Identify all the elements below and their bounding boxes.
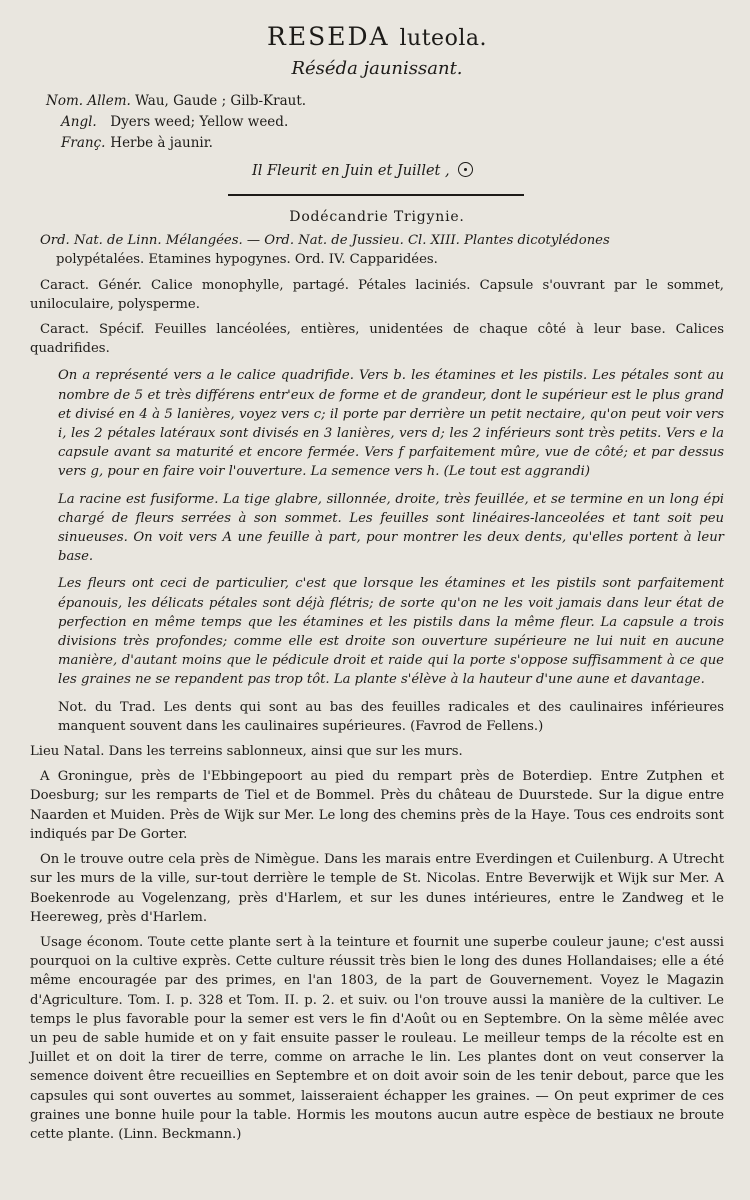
natural-order-line-2: polypétalées. Etamines hypogynes. Ord. IV. Capparidées. <box>56 252 438 268</box>
flowering-season <box>252 160 724 182</box>
vernacular-german <box>46 91 724 112</box>
vernacular-label: Franç. <box>61 135 106 151</box>
locality-paragraph: On le trouve outre cela près de Nimègue. Dans les marais entre Everdingen et Cuilenburg. A Utrecht sur les murs de la ville, sur-tout derrière le temple de St. Nicolas. Entre Beverwijk et Wijk sur Mer. A Boekenrode au Vogelenzang, près d'Harlem, et sur les dunes intérieures, entre le Zandweg et le Heereweg, près d'Harlem. <box>30 852 724 925</box>
plate-description <box>30 366 724 736</box>
vernacular-english <box>46 112 724 133</box>
economic-use: Usage économ. Toute cette plante sert à la teinture et fournit une superbe couleur jaune; c'est aussi pourquoi on la cultive exprès. Cette culture réussit très bien le long des dunes Hollandaises; elle a été même encouragée par des primes, en l'an 1803, de la part de Gouvernement. Voyez le Magazin d'Agriculture. Tom. I. p. 328 et Tom. II. p. 2. et suiv. ou l'on trouve aussi la manière de la cultiver. Le temps le plus favorable pour la semer est vers le fin d'Août ou en Septembre. On la sème mêlée avec un peu de sable humide et on y fait ensuite passer le rouleau. Le meilleur temps de la récolte est en Juillet et on doit la tirer de terre, comme on arrache le lin. Les plantes dont on veut conserver la semence doivent être recueillies en Septembre et on doit avoir soin de les tenir debout, parce que les capsules qui sont ouvertes au sommet, laisseraient échapper les graines. — On peut exprimer de ces graines une bonne huile pour la table. Hormis les moutons aucun autre espèce de bestiaux ne broute cette plante. (Linn. Beckmann.) <box>30 934 724 1142</box>
plate-note: La racine est fusiforme. La tige glabre, sillonnée, droite, très feuillée, et se termine en un long épi chargé de fleurs serrées à son sommet. Les feuilles sont linéaires-lanceolées et tant soit peu sinueuses. On voit vers A une feuille à part, pour montrer les deux dents, qu'elles portent à leur base. <box>58 491 724 565</box>
translator-note: Not. du Trad. Les dents qui sont au bas des feuilles radicales et des caulinaires inférieures manquent souvent dans les caulinaires supérieures. (Favrod de Fellens.) <box>58 699 724 734</box>
vernacular-value: Herbe à jaunir. <box>110 135 213 151</box>
vernacular-french <box>46 133 724 154</box>
vernacular-names <box>46 91 724 154</box>
generic-characters: Caract. Génér. Calice monophylle, partagé. Pétales laciniés. Capsule s'ouvrant par le sommet, uniloculaire, polysperme. <box>30 277 724 312</box>
locality-paragraph: A Groningue, près de l'Ebbingepoort au pied du rempart près de Boterdiep. Entre Zutphen et Doesburg; sur les remparts de Tiel et de Bommel. Près du château de Duurstede. Sur la digue entre Naarden et Muiden. Près de Wijk sur Mer. Le long des chemins près de la Haye. Tous ces endroits sont indiqués par De Gorter. <box>30 769 724 842</box>
plate-note: Les fleurs ont ceci de particulier, c'est que lorsque les étamines et les pistils sont parfaitement épanouis, les délicats pétales sont déjà flétris; de sorte qu'on ne les voit jamais dans leur état de perfection en même temps que les étamines et les pistils dans la même fleur. La capsule a trois divisions très profondes; comme elle est droite son ouverture supérieure ne lui nuit en aucune manière, d'autant moins que le pédicule droit et raide qui la porte s'oppose suffisamment à ce que les graines ne se repandent pas trop tôt. La plante s'élève à la hauteur d'une aune et davantage. <box>58 576 724 688</box>
plate-note: On a représenté vers a le calice quadrifide. Vers b. les étamines et les pistils. Les pétales sont au nombre de 5 et très différens entr'eux de forme et de grandeur, dont le supérieur est le plus grand et divisé en 4 à 5 lanières, voyez vers c; il porte par derrière un petit nectaire, qu'on peut voir vers i, les 2 pétales latéraux sont divisés en 3 lanières, vers d; les 2 inférieurs sont très petits. Vers e la capsule avant sa maturité et encore fermée. Vers f parfaitement mûre, vue de côté; et par dessus vers g, pour en faire voir l'ouverture. La semence vers h. (Le tout est aggrandi) <box>58 368 724 480</box>
vernacular-value: Dyers weed; Yellow weed. <box>110 114 289 130</box>
natural-order-line-1: Ord. Nat. de Linn. Mélangées. — Ord. Nat. de Jussieu. Cl. XIII. Plantes dicotylédones <box>40 233 610 249</box>
species-epithet: luteola. <box>399 26 487 51</box>
vernacular-label: Angl. <box>61 114 97 130</box>
linnaean-class: Dodécandrie Trigynie. <box>289 209 465 225</box>
annual-sun-symbol-icon <box>458 162 473 177</box>
species-title <box>30 22 724 54</box>
genus-name: RESEDA <box>267 22 390 51</box>
flowering-prefix: Il Fleurit <box>252 163 317 179</box>
specific-characters: Caract. Spécif. Feuilles lancéolées, entières, unidentées de chaque côté à leur base. Calices quadrifides. <box>30 322 724 357</box>
french-name: Réséda jaunissant. <box>291 58 463 79</box>
flowering-text: en Juin et Juillet , <box>321 163 450 179</box>
vernacular-value: Wau, Gaude ; Gilb-Kraut. <box>135 93 307 109</box>
vernacular-label: Nom. Allem. <box>46 93 131 109</box>
native-habitat: Lieu Natal. Dans les terreins sablonneux, ainsi que sur les murs. <box>30 744 463 760</box>
section-divider <box>228 194 524 196</box>
